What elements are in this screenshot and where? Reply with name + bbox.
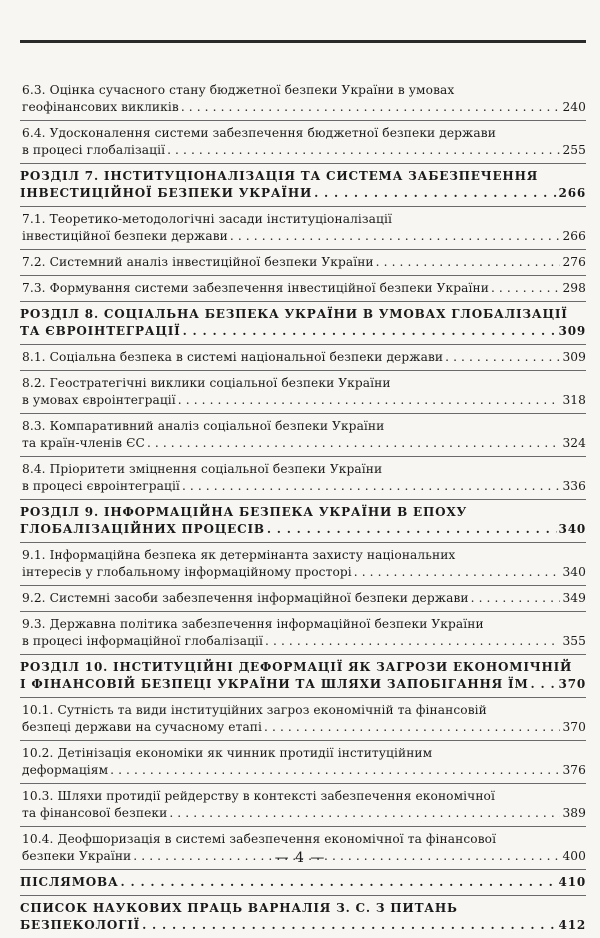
entry-title-line: 9.3. Державна політика забезпечення інформаційної безпеки України <box>22 617 484 631</box>
toc-section-entry <box>20 611 586 654</box>
entry-page-number: 255 <box>562 143 586 157</box>
entry-title-last-line: безпеки України <box>22 849 132 863</box>
entry-title-last-line: інтересів у глобальному інформаційному просторі <box>22 565 352 579</box>
entry-title-last-line: І ФІНАНСОВІЙ БЕЗПЕЦІ УКРАЇНИ ТА ШЛЯХИ ЗАПОБІГАННЯ ЇМ <box>20 677 529 691</box>
entry-page-number: 340 <box>558 522 586 536</box>
dot-leader <box>178 392 560 409</box>
toc-section-entry <box>20 456 586 499</box>
dot-leader <box>264 719 560 736</box>
entry-title-last-line: в процесі євроінтеграції <box>22 479 180 493</box>
toc-section-entry <box>20 275 586 301</box>
entry-title-line: РОЗДІЛ 10. ІНСТИТУЦІЙНІ ДЕФОРМАЦІЇ ЯК ЗАГРОЗИ ЕКОНОМІЧНІЙ <box>20 660 573 674</box>
entry-title-line: 6.4. Удосконалення системи забезпечення бюджетної безпеки держави <box>22 126 496 140</box>
entry-page-number: 309 <box>562 350 586 364</box>
dot-leader <box>314 185 556 202</box>
entry-page-number: 355 <box>562 634 586 648</box>
entry-title-last-line: 9.2. Системні засоби забезпечення інформаційної безпеки держави <box>22 591 469 605</box>
entry-title-last-line: ТА ЄВРОІНТЕГРАЦІЇ <box>20 324 181 338</box>
toc-section-entry <box>20 370 586 413</box>
toc-section-entry <box>20 697 586 740</box>
toc-chapter-entry <box>20 654 586 697</box>
dot-leader <box>354 564 560 581</box>
entry-title-last-line: деформаціям <box>22 763 109 777</box>
entry-title-line: РОЗДІЛ 8. СОЦІАЛЬНА БЕЗПЕКА УКРАЇНИ В УМОВАХ ГЛОБАЛІЗАЦІЇ <box>20 307 568 321</box>
entry-title-line: 6.3. Оцінка сучасного стану бюджетної безпеки України в умовах <box>22 83 455 97</box>
toc-chapter-entry <box>20 869 586 895</box>
entry-page-number: 376 <box>562 763 586 777</box>
entry-title-line: 8.4. Пріоритети зміцнення соціальної безпеки України <box>22 462 383 476</box>
entry-page-number: 240 <box>562 100 586 114</box>
dot-leader <box>183 323 557 340</box>
entry-title-last-line: 8.1. Соціальна безпека в системі національної безпеки держави <box>22 350 444 364</box>
entry-page-number: 298 <box>562 281 586 295</box>
dot-leader <box>267 521 557 538</box>
entry-title-line: 10.4. Деофшоризація в системі забезпечення економічної та фінансової <box>22 832 497 846</box>
entry-title-line: 10.1. Сутність та види інституційних загроз економічній та фінансовій <box>22 703 487 717</box>
toc-section-entry <box>20 542 586 585</box>
entry-page-number: 370 <box>562 720 586 734</box>
entry-title-last-line: БЕЗПЕКОЛОГІЇ <box>20 918 141 932</box>
toc-section-entry <box>20 413 586 456</box>
dot-leader <box>265 633 560 650</box>
entry-page-number: 266 <box>558 186 586 200</box>
dot-leader <box>167 142 560 159</box>
entry-page-number: 318 <box>562 393 586 407</box>
toc-chapter-entry <box>20 163 586 206</box>
header-rule <box>20 40 586 43</box>
entry-page-number: 309 <box>558 324 586 338</box>
entry-page-number: 370 <box>558 677 586 691</box>
entry-title-last-line: ІНВЕСТИЦІЙНОЇ БЕЗПЕКИ УКРАЇНИ <box>20 186 313 200</box>
entry-page-number: 349 <box>562 591 586 605</box>
entry-title-last-line: безпеці держави на сучасному етапі <box>22 720 263 734</box>
entry-title-line: 10.2. Детінізація економіки як чинник протидії інституційним <box>22 746 433 760</box>
dot-leader <box>531 676 557 693</box>
entry-title-last-line: ГЛОБАЛІЗАЦІЙНИХ ПРОЦЕСІВ <box>20 522 265 536</box>
dot-leader <box>121 874 557 891</box>
entry-page-number: 276 <box>562 255 586 269</box>
toc-chapter-entry <box>20 499 586 542</box>
toc-section-entry <box>20 585 586 611</box>
dot-leader <box>376 254 560 271</box>
entry-page-number: 389 <box>562 806 586 820</box>
toc-chapter-entry <box>20 895 586 938</box>
entry-page-number: 410 <box>558 875 586 889</box>
dot-leader <box>110 762 560 779</box>
entry-title-line: 8.2. Геостратегічні виклики соціальної безпеки України <box>22 376 391 390</box>
toc-section-entry <box>20 78 586 120</box>
toc-section-entry <box>20 120 586 163</box>
dot-leader <box>181 99 560 116</box>
dot-leader <box>491 280 560 297</box>
entry-title-last-line: в процесі інформаційної глобалізації <box>22 634 264 648</box>
entry-page-number: 336 <box>562 479 586 493</box>
dot-leader <box>142 917 556 934</box>
entry-title-line: РОЗДІЛ 9. ІНФОРМАЦІЙНА БЕЗПЕКА УКРАЇНИ В ЕПОХУ <box>20 505 468 519</box>
entry-title-last-line: геофінансових викликів <box>22 100 179 114</box>
entry-title-line: 9.1. Інформаційна безпека як детермінанта захисту національних <box>22 548 456 562</box>
entry-title-line: 10.3. Шляхи протидії рейдерству в контексті забезпечення економічної <box>22 789 495 803</box>
entry-title-line: 8.3. Компаративний аналіз соціальної безпеки України <box>22 419 385 433</box>
entry-page-number: 324 <box>562 436 586 450</box>
entry-title-last-line: та фінансової безпеки <box>22 806 168 820</box>
toc-section-entry <box>20 783 586 826</box>
dot-leader <box>230 228 560 245</box>
dot-leader <box>147 435 560 452</box>
toc-chapter-entry <box>20 301 586 344</box>
toc-section-entry <box>20 344 586 370</box>
dot-leader <box>169 805 560 822</box>
entry-title-last-line: в умовах євроінтеграції <box>22 393 176 407</box>
entry-page-number: 266 <box>562 229 586 243</box>
toc-section-entry <box>20 206 586 249</box>
entry-title-line: СПИСОК НАУКОВИХ ПРАЦЬ ВАРНАЛІЯ З. С. З ПИТАНЬ <box>20 901 458 915</box>
dot-leader <box>471 590 560 607</box>
entry-title-last-line: та країн-членів ЄС <box>22 436 145 450</box>
entry-title-line: 7.1. Теоретико-методологічні засади інституціоналізації <box>22 212 392 226</box>
toc-section-entry <box>20 740 586 783</box>
entry-title-last-line: ПІСЛЯМОВА <box>20 875 119 889</box>
dot-leader <box>182 478 560 495</box>
entry-title-last-line: 7.2. Системний аналіз інвестиційної безпеки України <box>22 255 374 269</box>
page-number: — 4 — <box>274 850 326 866</box>
entry-page-number: 412 <box>558 918 586 932</box>
entry-page-number: 400 <box>562 849 586 863</box>
toc-section-entry <box>20 249 586 275</box>
entry-page-number: 340 <box>562 565 586 579</box>
entry-title-last-line: в процесі глобалізації <box>22 143 166 157</box>
entry-title-last-line: інвестиційної безпеки держави <box>22 229 228 243</box>
table-of-contents <box>20 78 586 938</box>
dot-leader <box>445 349 560 366</box>
entry-title-last-line: 7.3. Формування системи забезпечення інвестиційної безпеки України <box>22 281 489 295</box>
entry-title-line: РОЗДІЛ 7. ІНСТИТУЦІОНАЛІЗАЦІЯ ТА СИСТЕМА ЗАБЕЗПЕЧЕННЯ <box>20 169 539 183</box>
